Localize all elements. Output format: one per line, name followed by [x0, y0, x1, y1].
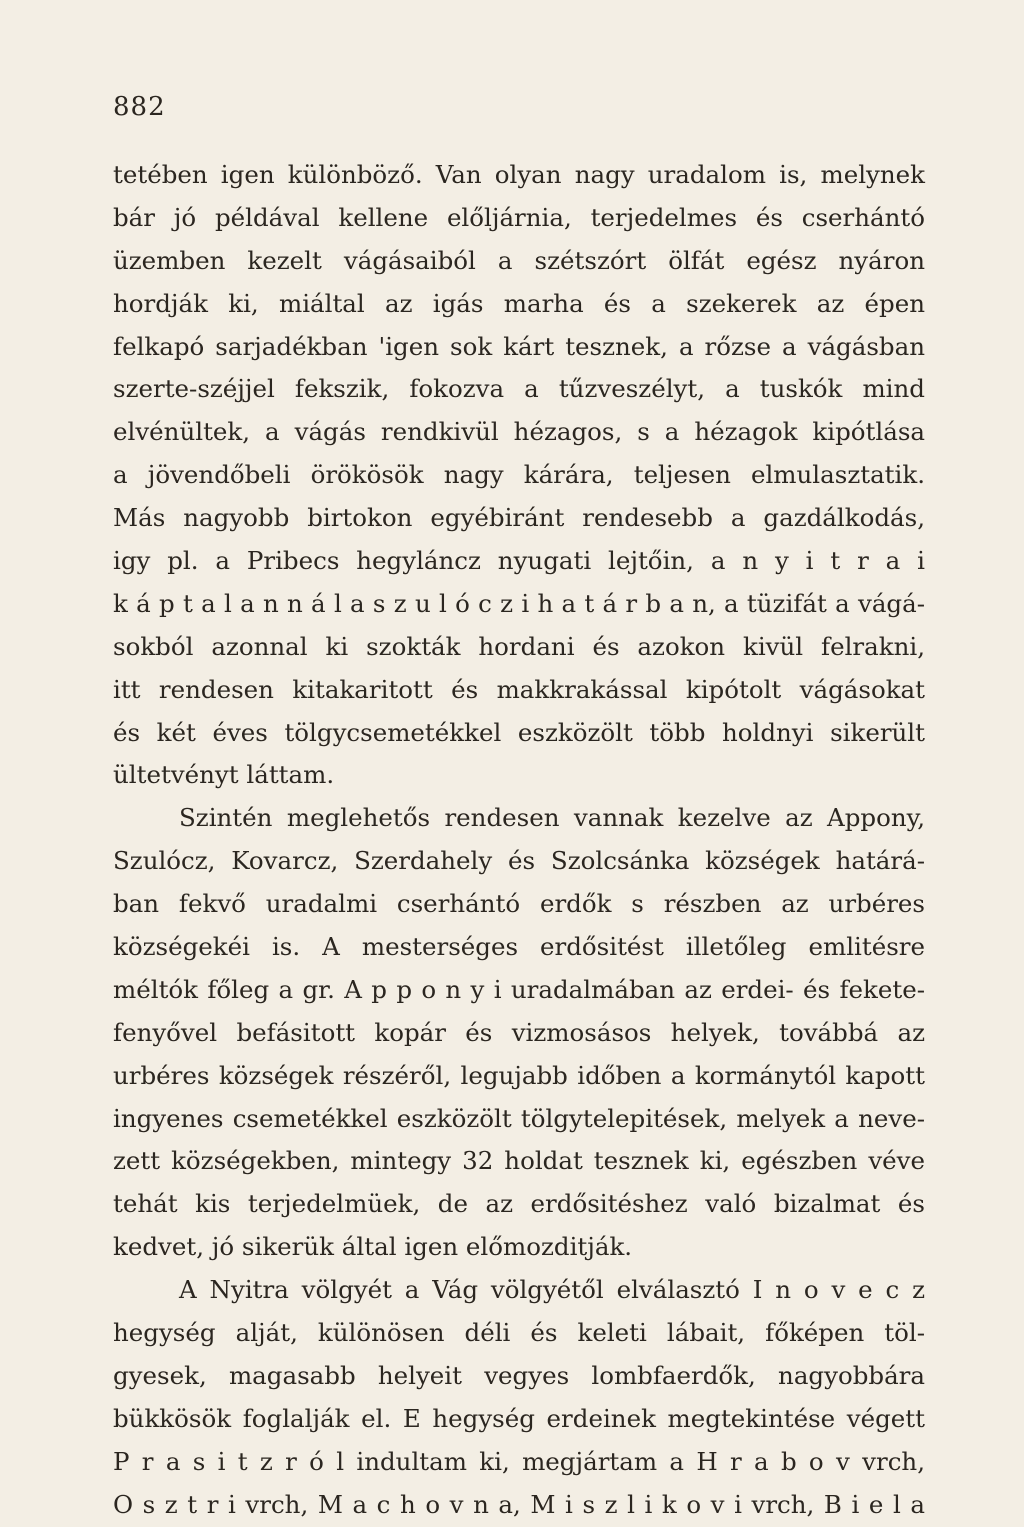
text-line: felkapó sarjadékban 'igen sok kárt tesznek, a rőzse a vágásban	[113, 331, 925, 361]
text-line: ültetvényt láttam.	[113, 760, 335, 790]
text-line: Szulócz, Kovarcz, Szerdahely és Szolcsánka községek határá-	[113, 846, 925, 876]
text-line: elvénültek, a vágás rendkivül hézagos, s a hézagok kipótlása	[113, 417, 925, 447]
text-line: községekéi is. A mesterséges erdősitést illetőleg emlitésre	[113, 932, 925, 962]
text-line: méltók főleg a gr. A p p o n y i uradalmában az erdei- és fekete-	[113, 974, 925, 1004]
text-line: bükkösök foglalják el. E hegység erdeinek megtekintése végett	[113, 1403, 925, 1433]
text-line: Más nagyobb birtokon egyébiránt rendesebb a gazdálkodás,	[113, 503, 925, 533]
text-line: Szintén meglehetős rendesen vannak kezelve az Appony,	[179, 803, 925, 833]
page-number: 882	[113, 92, 166, 122]
text-line: urbéres községek részéről, legujabb időben a kormánytól kapott	[113, 1060, 925, 1090]
text-line: üzemben kezelt vágásaiból a szétszórt ölfát egész nyáron	[113, 245, 925, 275]
text-line: zett községekben, mintegy 32 holdat tesznek ki, egészben véve	[113, 1146, 925, 1176]
text-line: k á p t a l a n n á l a s z u l ó c z i h a t á r b a n, a tüzifát a vágá-	[113, 588, 925, 618]
text-line: fenyővel befásitott kopár és vizmosásos helyek, továbbá az	[113, 1017, 925, 1047]
text-line: igy pl. a Pribecs hegyláncz nyugati lejtőin, a n y i t r a i	[113, 546, 925, 576]
text-line: O s z t r i vrch, M a c h o v n a, M i s z l i k o v i vrch, B i e l a	[113, 1489, 925, 1519]
text-line: és két éves tölgycsemetékkel eszközölt több holdnyi sikerült	[113, 717, 925, 747]
text-line: P r a s i t z r ó l indultam ki, megjártam a H r a b o v vrch,	[113, 1446, 925, 1476]
text-line: szerte-széjjel fekszik, fokozva a tűzveszélyt, a tuskók mind	[113, 374, 925, 404]
text-line: tehát kis terjedelmüek, de az erdősitéshez való bizalmat és	[113, 1189, 925, 1219]
text-line: ingyenes csemetékkel eszközölt tölgytelepitések, melyek a neve-	[113, 1103, 925, 1133]
text-line: tetében igen különböző. Van olyan nagy uradalom is, melynek	[113, 160, 925, 189]
text-line: A Nyitra völgyét a Vág völgyétől elválasztó I n o v e c z	[179, 1275, 925, 1305]
text-line: sokból azonnal ki szokták hordani és azokon kivül felrakni,	[113, 631, 925, 661]
text-line: kedvet, jó sikerük által igen előmozditják.	[113, 1232, 633, 1262]
text-line: itt rendesen kitakaritott és makkrakással kipótolt vágásokat	[113, 674, 925, 704]
text-line: gyesek, magasabb helyeit vegyes lombfaerdők, nagyobbára	[113, 1360, 925, 1390]
text-line: ban fekvő uradalmi cserhántó erdők s részben az urbéres	[113, 889, 925, 919]
text-line: a jövendőbeli örökösök nagy kárára, teljesen elmulasztatik.	[113, 460, 925, 490]
text-line: hordják ki, miáltal az igás marha és a szekerek az épen	[113, 288, 925, 318]
text-line: hegység alját, különösen déli és keleti lábait, főképen töl-	[113, 1318, 925, 1348]
text-line: bár jó példával kellene előljárnia, terjedelmes és cserhántó	[113, 202, 925, 232]
body-text	[113, 154, 925, 1527]
